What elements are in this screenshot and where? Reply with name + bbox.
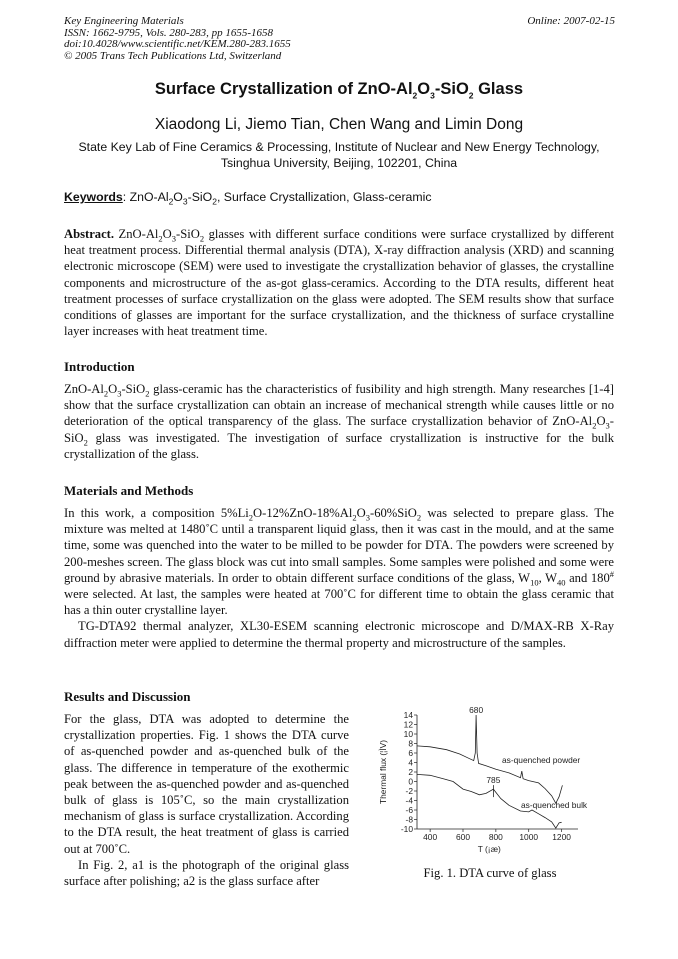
y-tick-label: -8 — [405, 814, 413, 825]
text-run: 2 — [145, 388, 150, 399]
affiliation-line: Tsinghua University, Beijing, 102201, China — [220, 156, 458, 170]
text-run: 3 — [605, 420, 610, 431]
text-run: -SiO — [64, 414, 614, 445]
series-label-powder: as-quenched powder — [502, 755, 581, 765]
text-run: 2 — [468, 90, 474, 101]
text-run: -60%SiO — [370, 506, 417, 520]
abstract-text — [64, 227, 614, 338]
y-tick-label: 8 — [408, 738, 413, 749]
text-run: , W — [538, 570, 557, 585]
text-run: O-12%ZnO-18%Al — [253, 506, 353, 520]
text-run: 2 — [412, 90, 418, 101]
text-run: 40 — [556, 577, 566, 588]
y-tick-label: 0 — [408, 776, 413, 787]
text-run: -SiO — [187, 190, 213, 204]
text-run: -SiO — [121, 382, 146, 396]
results-paragraph — [64, 711, 349, 857]
y-tick-label: -4 — [405, 795, 413, 806]
methods-paragraph — [64, 618, 614, 650]
text-run: 2 — [212, 196, 217, 207]
text-run: : ZnO-Al — [122, 190, 169, 204]
x-tick-label: 1200 — [552, 832, 571, 842]
text-run: In this work, a composition 5%Li — [64, 506, 249, 520]
y-tick-label: 6 — [408, 748, 413, 758]
y-tick-label: 12 — [403, 719, 413, 730]
text-run: ZnO-Al — [114, 227, 159, 241]
online-date: Online: 2007-02-15 — [527, 15, 615, 27]
copyright: © 2005 Trans Tech Publications Ltd, Switzerland — [64, 49, 282, 62]
text-run: 3 — [171, 233, 177, 244]
y-tick-label: 4 — [408, 757, 413, 768]
affiliation-line: State Key Lab of Fine Ceramics & Processing, Institute of Nuclear and New Energy Technology, — [78, 140, 600, 154]
text-run: 2 — [199, 233, 205, 244]
y-tick-label: 10 — [403, 729, 413, 739]
methods-paragraph — [64, 505, 614, 618]
abstract — [64, 226, 614, 339]
keywords-text — [122, 190, 432, 207]
text-run: O — [173, 190, 183, 204]
text-run: glass-ceramic has the characteristics of fusibility and high strength. Many researches [1-4] show that the surface crystallization can obtain an increase of mechanical strength while causes little or no deterioration of the optical transparency of the glass. The surface crystallization behavior of ZnO-Al — [64, 382, 614, 429]
text-run: 2 — [352, 512, 357, 523]
abstract-label: Abstract. — [64, 227, 115, 241]
text-run: -SiO — [434, 80, 469, 98]
text-run: , Surface Crystallization, Glass-ceramic — [216, 190, 432, 204]
authors: Xiaodong Li, Jiemo Tian, Chen Wang and Limin Dong — [154, 116, 524, 133]
keywords — [64, 190, 614, 207]
series-label-bulk: as-quenched bulk — [521, 800, 588, 810]
text-run: 3 — [182, 196, 188, 207]
text-run: 3 — [365, 512, 370, 523]
keywords-label: Keywords — [64, 190, 123, 204]
text-run: # — [609, 568, 614, 579]
x-tick-label: 1000 — [519, 832, 539, 842]
section-heading-introduction: Introduction — [64, 359, 135, 374]
results-text — [64, 711, 349, 889]
text-run: glasses with different surface conditions were surface crystallized by different heat treatment process. Differential thermal analysis (DTA), X-ray diffraction analysis (XRD) and scanning electronic microscope (SEM) were used to investigate the crystallization behavior of glasses, the crystalline components and microstructure of the as-got glass-ceramics. According to the DTA results, different heat treatment processes of surface crystallization on the glass were adopted. The SEM results show that surface conditions of glasses are important for the surface crystallization, and the thickness of surface crystalline layer increases with heat treatment time. — [64, 227, 614, 339]
figure-caption: Fig. 1. DTA curve of glass — [423, 866, 557, 880]
journal-header — [64, 16, 291, 62]
text-run: 2 — [158, 233, 163, 244]
text-run: TG-DTA92 thermal analyzer, XL30-ESEM scanning electronic microscope and D/MAX-RB X-Ray diffraction meter were applied to determine the thermal property and microstructure of the samples. — [64, 619, 614, 650]
text-run: were selected. At last, the samples were heated at 700˚C for different time to obtain the glass ceramic that has a thin outer crystalline layer. — [64, 587, 614, 618]
y-tick-label: -10 — [400, 824, 413, 834]
text-run: and 180 — [565, 570, 610, 585]
y-tick-label: 2 — [408, 767, 413, 777]
y-axis-label: Thermal flux (¦ÌV) — [378, 739, 388, 805]
introduction-text — [64, 381, 614, 462]
text-run: O — [596, 414, 606, 429]
x-tick-label: 600 — [456, 832, 470, 842]
text-run: 2 — [416, 512, 422, 523]
text-run: Surface Crystallization of ZnO-Al — [154, 80, 413, 98]
results-paragraph — [64, 857, 349, 889]
text-run: 3 — [430, 90, 435, 101]
text-run: 2 — [592, 420, 597, 431]
text-run: For the glass, DTA was adopted to determine the crystallization properties. Fig. 1 shows the DTA curve of as-quenched powder and as-quenched bulk of the glass. The difference in temperature of the exothermic peak between the as-quenched powder and as-quenched bulk of glass is 105˚C, so the main crystallization mechanism of glass is surface crystallization. According to the DTA result, the heat treatment of glass is carried out at 700˚C. — [64, 712, 349, 856]
y-tick-label: -2 — [405, 786, 413, 796]
text-run: 2 — [168, 196, 174, 207]
text-run: 2 — [248, 512, 254, 523]
text-run: O — [108, 382, 118, 396]
y-tick-label: 14 — [403, 710, 413, 720]
peak-annotation: 680 — [469, 705, 484, 715]
text-run: -SiO — [176, 227, 200, 241]
text-run: glass was investigated. The investigation of surface crystallization is instructive for the bulk crystallization of the glass. — [64, 430, 614, 461]
text-run: 10 — [530, 577, 539, 588]
peak-annotation: 785 — [486, 775, 501, 786]
issn: ISSN: 1662-9795, Vols. 280-283, pp 1655-1658 — [64, 26, 273, 39]
doi: doi:10.4028/www.scientific.net/KEM.280-283.1655 — [64, 38, 291, 50]
methods-text — [64, 505, 614, 651]
text-run: O — [162, 227, 172, 241]
text-run: O — [417, 80, 431, 98]
text-run: O — [356, 506, 366, 520]
y-tick-label: -6 — [405, 805, 413, 815]
section-heading-methods: Materials and Methods — [64, 483, 194, 498]
dta-chart — [370, 700, 610, 860]
section-heading-results: Results and Discussion — [64, 689, 191, 704]
text-run: 2 — [103, 388, 109, 399]
text-run: was selected to prepare glass. The mixture was melted at 1480˚C until a transparent liquid glass, then it was cast in the mould, and at the same time, some was quenched into the water to be milled to be powder for DTA. The powders were screened by 200-meshes screen. The glass block was cut into small samples. Some samples were polished and some were ground by abrasive materials. In order to obtain different surface conditions of the glass, W — [64, 506, 615, 585]
affiliation — [64, 139, 614, 171]
text-run: ZnO-Al — [64, 382, 104, 396]
journal-name: Key Engineering Materials — [64, 15, 184, 27]
text-run: In Fig. 2, a1 is the photograph of the original glass surface after polishing; a2 is the glass surface after — [64, 857, 349, 889]
text-run: 3 — [117, 388, 122, 399]
x-axis-label: T (¡æ) — [477, 844, 501, 854]
x-tick-label: 800 — [488, 832, 503, 842]
paper-title — [0, 80, 678, 99]
text-run: 2 — [83, 437, 88, 448]
x-tick-label: 400 — [423, 832, 438, 842]
text-run: Glass — [473, 80, 524, 98]
